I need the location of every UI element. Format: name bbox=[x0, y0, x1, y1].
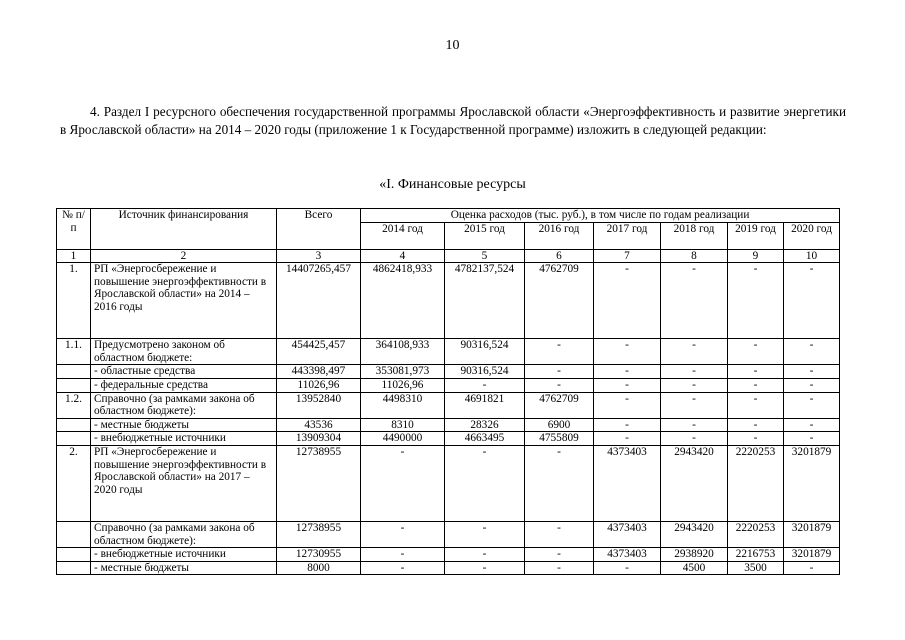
column-number: 9 bbox=[728, 249, 784, 263]
header-year: 2017 год bbox=[594, 222, 661, 249]
row-2020: - bbox=[784, 263, 840, 339]
row-num bbox=[57, 418, 91, 432]
row-2015: - bbox=[445, 521, 525, 547]
row-num: 2. bbox=[57, 445, 91, 521]
row-num bbox=[57, 365, 91, 379]
row-num bbox=[57, 432, 91, 446]
row-2016: 4755809 bbox=[525, 432, 594, 446]
row-num: 1. bbox=[57, 263, 91, 339]
row-2018: - bbox=[661, 418, 728, 432]
row-2018: 2943420 bbox=[661, 445, 728, 521]
table-row bbox=[57, 418, 840, 432]
table-row bbox=[57, 378, 840, 392]
row-2019: - bbox=[728, 432, 784, 446]
column-number: 1 bbox=[57, 249, 91, 263]
row-2014: 4862418,933 bbox=[361, 263, 445, 339]
row-2017: - bbox=[594, 561, 661, 575]
row-2020: - bbox=[784, 432, 840, 446]
row-source: - федеральные средства bbox=[91, 378, 277, 392]
row-2016: - bbox=[525, 521, 594, 547]
row-2017: - bbox=[594, 418, 661, 432]
column-number: 7 bbox=[594, 249, 661, 263]
row-2014: 11026,96 bbox=[361, 378, 445, 392]
row-2019: 2220253 bbox=[728, 521, 784, 547]
row-num: 1.1. bbox=[57, 339, 91, 365]
header-num: № п/п bbox=[57, 209, 91, 250]
row-2020: - bbox=[784, 365, 840, 379]
row-total: 12738955 bbox=[277, 445, 361, 521]
row-2019: - bbox=[728, 263, 784, 339]
row-source: - местные бюджеты bbox=[91, 418, 277, 432]
intro-paragraph bbox=[60, 103, 846, 139]
row-2014: 8310 bbox=[361, 418, 445, 432]
header-year: 2014 год bbox=[361, 222, 445, 249]
row-2018: - bbox=[661, 365, 728, 379]
row-num: 1.2. bbox=[57, 392, 91, 418]
row-total: 14407265,457 bbox=[277, 263, 361, 339]
row-total: 12738955 bbox=[277, 521, 361, 547]
row-2020: - bbox=[784, 392, 840, 418]
row-2019: - bbox=[728, 339, 784, 365]
row-2015: 4691821 bbox=[445, 392, 525, 418]
row-2014: - bbox=[361, 521, 445, 547]
row-2015: 90316,524 bbox=[445, 365, 525, 379]
page-number: 10 bbox=[445, 38, 460, 53]
row-2019: - bbox=[728, 392, 784, 418]
table-row bbox=[57, 521, 840, 547]
row-total: 12730955 bbox=[277, 548, 361, 562]
row-2015: 90316,524 bbox=[445, 339, 525, 365]
row-2015: 4782137,524 bbox=[445, 263, 525, 339]
row-num bbox=[57, 521, 91, 547]
row-2020: 3201879 bbox=[784, 445, 840, 521]
table-row bbox=[57, 445, 840, 521]
row-2014: 4490000 bbox=[361, 432, 445, 446]
header-year: 2015 год bbox=[445, 222, 525, 249]
row-source: Справочно (за рамками закона об областном бюджете): bbox=[91, 392, 277, 418]
row-2015: - bbox=[445, 378, 525, 392]
table-row bbox=[57, 432, 840, 446]
row-2015: 4663495 bbox=[445, 432, 525, 446]
row-source: РП «Энергосбережение и повышение энергоэффективности в Ярославской области» на 2014 – 2016 годы bbox=[91, 263, 277, 339]
row-2020: - bbox=[784, 339, 840, 365]
header-year: 2020 год bbox=[784, 222, 840, 249]
row-2017: - bbox=[594, 392, 661, 418]
row-2020: - bbox=[784, 561, 840, 575]
row-2014: - bbox=[361, 561, 445, 575]
row-2017: - bbox=[594, 378, 661, 392]
row-source: - областные средства bbox=[91, 365, 277, 379]
row-2019: - bbox=[728, 365, 784, 379]
table-row bbox=[57, 392, 840, 418]
row-source: Предусмотрено законом об областном бюджете: bbox=[91, 339, 277, 365]
row-2020: 3201879 bbox=[784, 548, 840, 562]
table-row bbox=[57, 548, 840, 562]
header-estimate: Оценка расходов (тыс. руб.), в том числе по годам реализации bbox=[361, 209, 840, 223]
row-2017: 4373403 bbox=[594, 548, 661, 562]
row-total: 8000 bbox=[277, 561, 361, 575]
table-row bbox=[57, 339, 840, 365]
column-number: 3 bbox=[277, 249, 361, 263]
row-2018: - bbox=[661, 339, 728, 365]
header-year: 2018 год bbox=[661, 222, 728, 249]
row-source: Справочно (за рамками закона об областном бюджете): bbox=[91, 521, 277, 547]
row-num bbox=[57, 378, 91, 392]
section-title: «I. Финансовые ресурсы bbox=[379, 177, 526, 192]
row-2016: - bbox=[525, 365, 594, 379]
row-2016: - bbox=[525, 445, 594, 521]
row-2014: 353081,973 bbox=[361, 365, 445, 379]
header-source: Источник финансирования bbox=[91, 209, 277, 250]
row-total: 13909304 bbox=[277, 432, 361, 446]
row-2020: - bbox=[784, 418, 840, 432]
row-2018: 2943420 bbox=[661, 521, 728, 547]
row-2018: - bbox=[661, 392, 728, 418]
row-2019: 2216753 bbox=[728, 548, 784, 562]
row-2016: 4762709 bbox=[525, 263, 594, 339]
row-2016: - bbox=[525, 378, 594, 392]
row-2017: - bbox=[594, 263, 661, 339]
row-2016: - bbox=[525, 561, 594, 575]
row-2017: - bbox=[594, 432, 661, 446]
column-number: 2 bbox=[91, 249, 277, 263]
row-2015: - bbox=[445, 548, 525, 562]
column-number: 4 bbox=[361, 249, 445, 263]
table-header-row bbox=[57, 209, 840, 223]
header-year: 2019 год bbox=[728, 222, 784, 249]
row-2016: - bbox=[525, 339, 594, 365]
row-num bbox=[57, 561, 91, 575]
row-2018: - bbox=[661, 432, 728, 446]
row-2019: 2220253 bbox=[728, 445, 784, 521]
row-2019: 3500 bbox=[728, 561, 784, 575]
row-2017: 4373403 bbox=[594, 445, 661, 521]
row-2016: 4762709 bbox=[525, 392, 594, 418]
row-source: РП «Энергосбережение и повышение энергоэффективности в Ярославской области» на 2017 – 2020 годы bbox=[91, 445, 277, 521]
row-2015: - bbox=[445, 445, 525, 521]
column-number: 10 bbox=[784, 249, 840, 263]
row-2017: - bbox=[594, 365, 661, 379]
row-source: - внебюджетные источники bbox=[91, 432, 277, 446]
row-2014: 364108,933 bbox=[361, 339, 445, 365]
row-source: - внебюджетные источники bbox=[91, 548, 277, 562]
row-2018: 2938920 bbox=[661, 548, 728, 562]
row-2020: 3201879 bbox=[784, 521, 840, 547]
column-number: 6 bbox=[525, 249, 594, 263]
row-2015: 28326 bbox=[445, 418, 525, 432]
row-2016: - bbox=[525, 548, 594, 562]
row-total: 454425,457 bbox=[277, 339, 361, 365]
column-numbers-row bbox=[57, 249, 840, 263]
row-2016: 6900 bbox=[525, 418, 594, 432]
row-2019: - bbox=[728, 418, 784, 432]
financial-resources-table bbox=[56, 208, 840, 575]
row-total: 43536 bbox=[277, 418, 361, 432]
row-num bbox=[57, 548, 91, 562]
header-year: 2016 год bbox=[525, 222, 594, 249]
table-row bbox=[57, 263, 840, 339]
row-source: - местные бюджеты bbox=[91, 561, 277, 575]
intro-paragraph-text: 4. Раздел I ресурсного обеспечения государственной программы Ярославской области «Энергоэффективность и развитие энергетики в Ярославской области» на 2014 – 2020 годы (приложение 1 к Государственной программе) изложить в следующей редакции: bbox=[60, 104, 846, 137]
table-row bbox=[57, 365, 840, 379]
row-total: 13952840 bbox=[277, 392, 361, 418]
table-row bbox=[57, 561, 840, 575]
column-number: 8 bbox=[661, 249, 728, 263]
row-2017: - bbox=[594, 339, 661, 365]
row-2017: 4373403 bbox=[594, 521, 661, 547]
header-total: Всего bbox=[277, 209, 361, 250]
row-total: 11026,96 bbox=[277, 378, 361, 392]
row-2015: - bbox=[445, 561, 525, 575]
row-2020: - bbox=[784, 378, 840, 392]
row-2018: - bbox=[661, 263, 728, 339]
row-2019: - bbox=[728, 378, 784, 392]
row-total: 443398,497 bbox=[277, 365, 361, 379]
row-2014: - bbox=[361, 548, 445, 562]
row-2014: 4498310 bbox=[361, 392, 445, 418]
row-2014: - bbox=[361, 445, 445, 521]
row-2018: - bbox=[661, 378, 728, 392]
row-2018: 4500 bbox=[661, 561, 728, 575]
column-number: 5 bbox=[445, 249, 525, 263]
